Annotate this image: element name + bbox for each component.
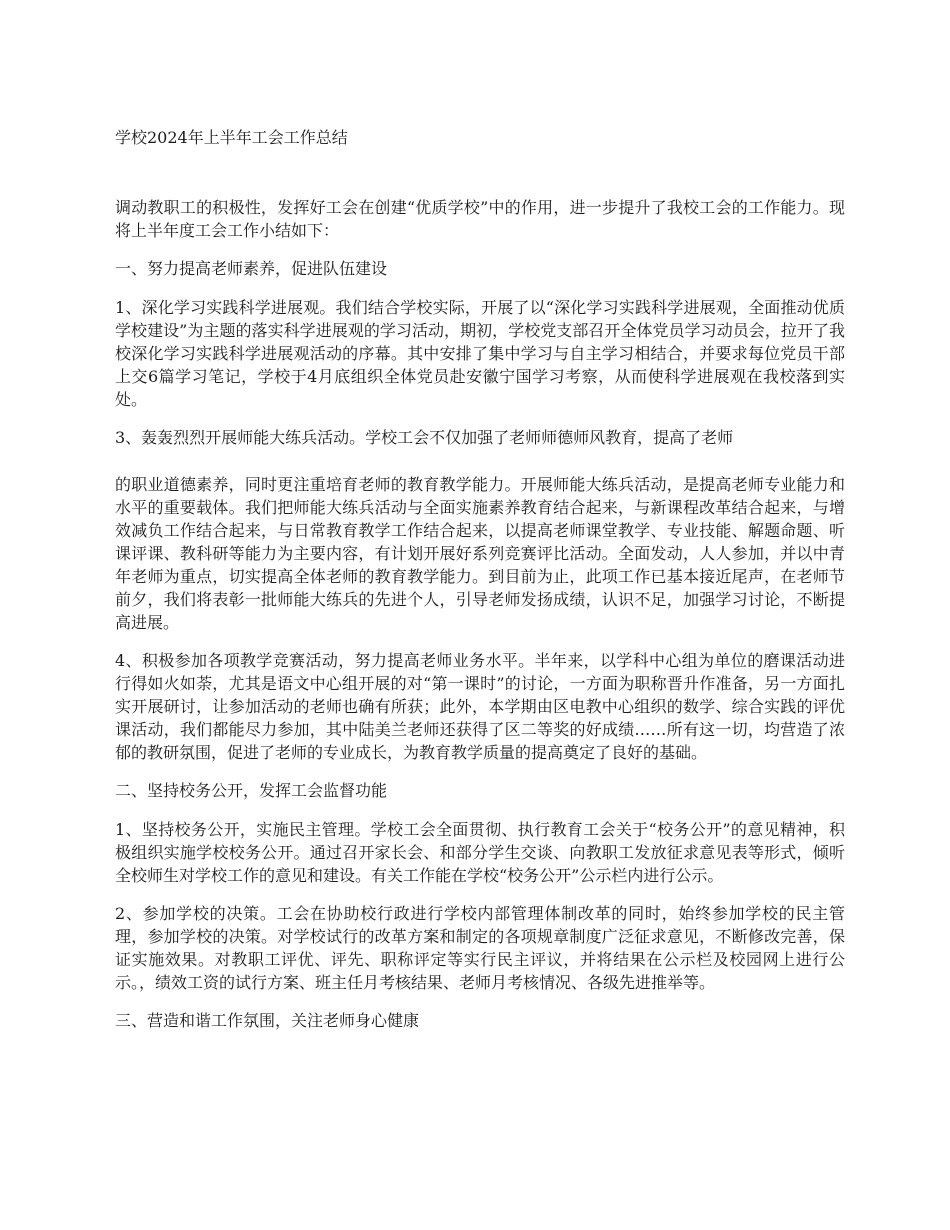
intro-paragraph: 调动教职工的积极性，发挥好工会在创建“优质学校”中的作用，进一步提升了我校工会的工作能力。现将上半年度工会工作小结如下： bbox=[115, 198, 845, 240]
paragraph-1-3-lead: 3、轰轰烈烈开展师能大练兵活动。学校工会不仅加强了老师师德师风教育，提高了老师 bbox=[115, 428, 734, 447]
paragraph-2-2: 2、参加学校的决策。工会在协助校行政进行学校内部管理体制改革的同时，始终参加学校的民主管理，参加学校的决策。对学校试行的改革方案和制定的各项规章制度广泛征求意见，不断修改完善，保证实施效果。对教职工评优、评先、职称评定等实行民主评议，并将结果在公示栏及校园网上进行公示。，绩效工资的试行方案、班主任月考核结果、老师月考核情况、各级先进推举等。 bbox=[115, 904, 845, 992]
paragraph-1-1: 1、深化学习实践科学进展观。我们结合学校实际，开展了以“深化学习实践科学进展观，全面推动优质学校建设”为主题的落实科学进展观的学习活动，期初，学校党支部召开全体党员学习动员会，拉开了我校深化学习实践科学进展观活动的序幕。其中安排了集中学习与自主学习相结合，并要求每位党员干部上交6篇学习笔记，学校于4月底组织全体党员赴安徽宁国学习考察，从而使科学进展观在我校落到实处。 bbox=[115, 298, 845, 409]
section-heading-3: 三、营造和谐工作氛围，关注老师身心健康 bbox=[115, 1011, 420, 1030]
paragraph-1-4: 4、积极参加各项教学竞赛活动，努力提高老师业务水平。半年来，以学科中心组为单位的磨课活动进行得如火如荼，尤其是语文中心组开展的对“第一课时”的讨论，一方面为职称晋升作准备，另一方面扎实开展研讨，让参加活动的老师也确有所获；此外，本学期由区电教中心组织的数学、综合实践的评优课活动，我们都能尽力参加，其中陆美兰老师还获得了区二等奖的好成绩……所有这一切，均营造了浓郁的教研氛围，促进了老师的专业成长，为教育教学质量的提高奠定了良好的基础。 bbox=[115, 651, 845, 762]
paragraph-2-1: 1、坚持校务公开，实施民主管理。学校工会全面贯彻、执行教育工会关于“校务公开”的意见精神，积极组织实施学校校务公开。通过召开家长会、和部分学生交谈、向教职工发放征求意见表等形式，倾听全校师生对学校工作的意见和建设。有关工作能在学校“校务公开”公示栏内进行公示。 bbox=[115, 820, 845, 885]
section-heading-1: 一、努力提高老师素养，促进队伍建设 bbox=[115, 259, 388, 278]
document-title: 学校2024年上半年工会工作总结 bbox=[115, 128, 348, 147]
document-body bbox=[115, 196, 845, 1048]
paragraph-1-3-body: 的职业道德素养，同时更注重培育老师的教育教学能力。开展师能大练兵活动，是提高老师专业能力和水平的重要载体。我们把师能大练兵活动与全面实施素养教育结合起来，与新课程改革结合起来，与增效减负工作结合起来，与日常教育教学工作结合起来，以提高老师课堂教学、专业技能、解题命题、听课评课、教科研等能力为主要内容，有计划开展好系列竞赛评比活动。全面发动，人人参加，并以中青年老师为重点，切实提高全体老师的教育教学能力。到目前为止，此项工作已基本接近尾声，在老师节前夕，我们将表彰一批师能大练兵的先进个人，引导老师发扬成绩，认识不足，加强学习讨论，不断提高进展。 bbox=[115, 475, 845, 632]
section-heading-2: 二、坚持校务公开，发挥工会监督功能 bbox=[115, 781, 388, 800]
